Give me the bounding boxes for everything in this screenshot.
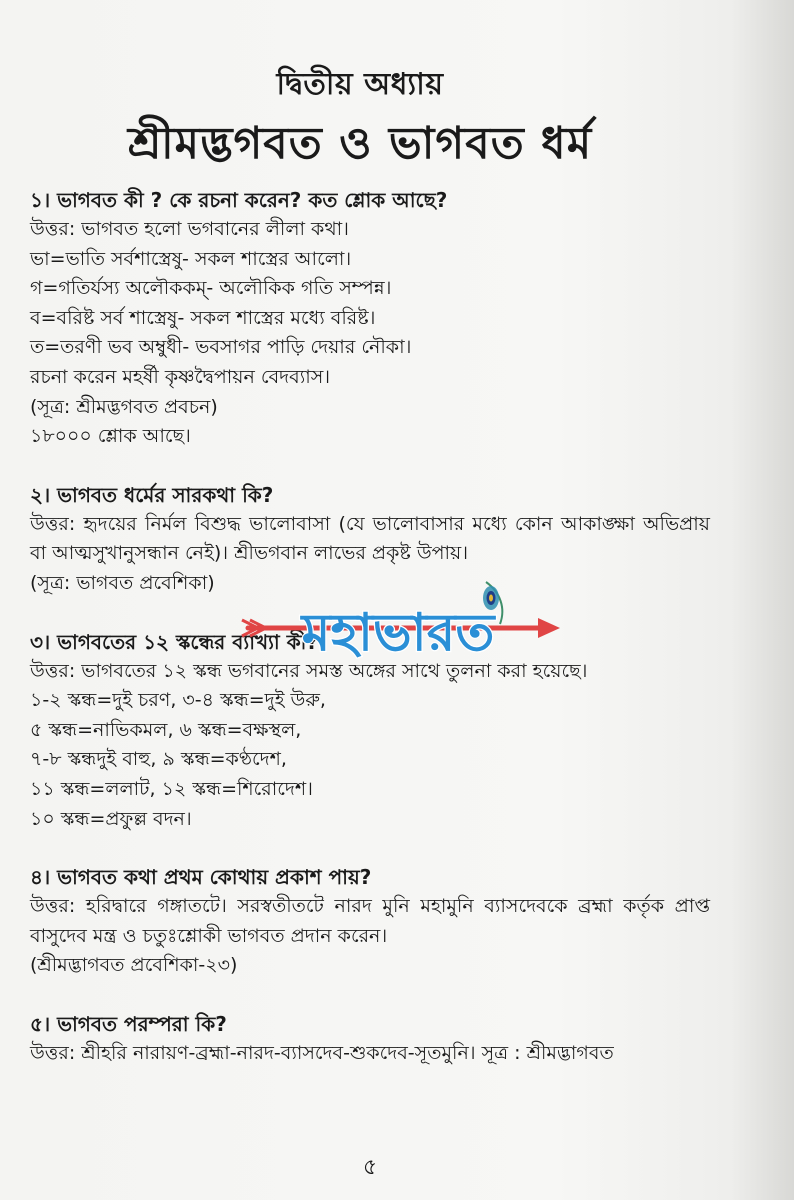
question-2: ২। ভাগবত ধর্মের সারকথা কি? <box>30 482 274 507</box>
answer-paragraph: উত্তর: হৃদয়ের নির্মল বিশুদ্ধ ভালোবাসা (যে ভালোবাসার মধ্যে কোন আকাঙ্ক্ষা অভিপ্রায় বা আত্মসুখানুসন্ধান নেই)। শ্রীভগবান লাভের প্রকৃষ্ট উপায়। <box>30 512 710 565</box>
answer-line: ত=তরণী ভব অম্বুধী- ভবসাগর পাড়ি দেয়ার নৌকা। <box>30 336 412 359</box>
qa-section-5 <box>30 1009 710 1069</box>
answer-paragraph: উত্তর: হরিদ্বারে গঙ্গাতটে। সরস্বতীতটে নারদ মুনি মহামুনি ব্যাসদেবকে ব্রহ্মা কর্তৃক প্রাপ্ত বাসুদেব মন্ত্র ও চতুঃশ্লোকী ভাগবত প্রদান করেন। <box>30 895 710 947</box>
answer-line: ৫ স্কন্ধ=নাভিকমল, ৬ স্কন্ধ=বক্ষস্থল, <box>30 718 302 741</box>
answer-line: ৭-৮ স্কন্ধদুই বাহু, ৯ স্কন্ধ=কণ্ঠদেশ, <box>30 748 287 771</box>
answer-line: রচনা করেন মহর্ষী কৃষ্ণদ্বৈপায়ন বেদব্যাস। <box>30 365 331 388</box>
answer-line: ভা=ভাতি সর্বশাস্ত্রেষু- সকল শাস্ত্রের আলো। <box>30 247 352 270</box>
chapter-label: দ্বিতীয় অধ্যায় <box>276 67 444 102</box>
qa-section-4 <box>30 862 710 981</box>
question-1: ১। ভাগবত কী ? কে রচনা করেন? কত শ্লোক আছে? <box>30 188 448 212</box>
answer-line: ব=বরিষ্ট সর্ব শাস্ত্রেষু- সকল শাস্ত্রের মধ্যে বরিষ্ট। <box>30 306 376 329</box>
question-5: ৫। ভাগবত পরম্পরা কি? <box>30 1011 227 1036</box>
source-citation: (শ্রীমদ্ভাগবত প্রবেশিকা-২৩) <box>30 954 238 977</box>
answer-line: উত্তর: ভাগবত হলো ভগবানের লীলা কথা। <box>30 218 349 240</box>
watermark-text: মহাভারত <box>301 603 495 663</box>
watermark-logo <box>238 580 563 685</box>
answer-line: ১-২ স্কন্ধ=দুই চরণ, ৩-৪ স্কন্ধ=দুই উরু, <box>30 689 326 712</box>
question-4: ৪। ভাগবত কথা প্রথম কোথায় প্রকাশ পায়? <box>30 865 372 890</box>
qa-section-1 <box>30 185 710 452</box>
source-citation: (সূত্র: শ্রীমদ্ভগবত প্রবচন) <box>30 395 218 418</box>
page-number: ৫ <box>362 1155 378 1180</box>
answer-line: উত্তর: শ্রীহরি নারায়ণ-ব্রহ্মা-নারদ-ব্যাসদেব-শুকদেব-সূতমুনি। সূত্র : শ্রীমদ্ভাগবত <box>30 1041 614 1064</box>
answer-line: ১১ স্কন্ধ=ললাট, ১২ স্কন্ধ=শিরোদেশ। <box>30 777 313 800</box>
answer-line: গ=গতির্যস্য অলৌককম্- অলৌকিক গতি সম্পন্ন। <box>30 277 392 300</box>
page-title: শ্রীমদ্ভগবত ও ভাগবত ধর্ম <box>127 118 593 169</box>
answer-line: ১০ স্কন্ধ=প্রফুল্ল বদন। <box>30 807 192 830</box>
source-citation: (সূত্র: ভাগবত প্রবেশিকা) <box>30 571 215 594</box>
question-3: ৩। ভাগবতের ১২ স্কন্ধের ব্যাখ্যা কী? <box>30 629 319 654</box>
answer-line: ১৮০০০ শ্লোক আছে। <box>30 425 191 448</box>
answer-line: উত্তর: ভাগবতের ১২ স্কন্ধ ভগবানের সমস্ত অঙ্গের সাথে তুলনা করা হয়েছে। <box>30 659 588 682</box>
